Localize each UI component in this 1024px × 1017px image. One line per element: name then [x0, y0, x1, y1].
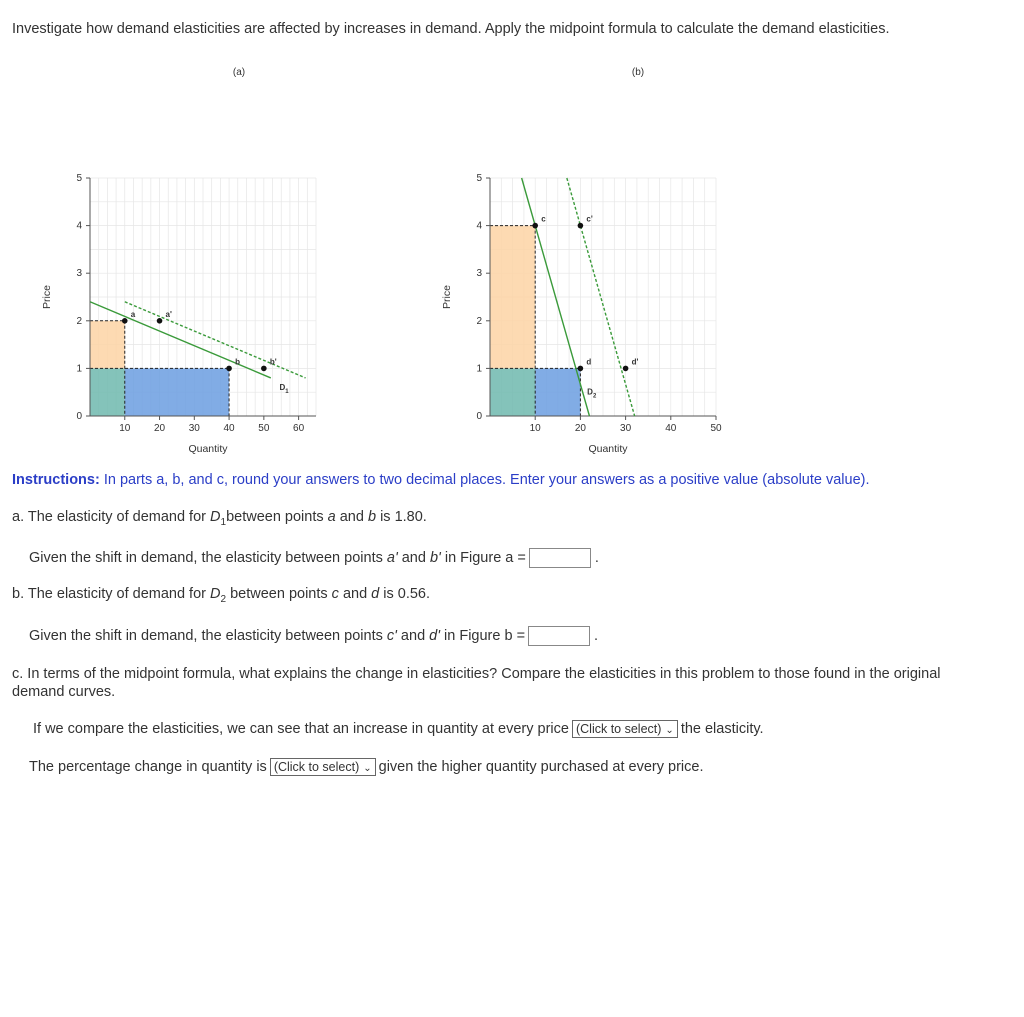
x-tick-label: 20	[574, 423, 586, 434]
y-tick-label: 4	[76, 220, 82, 232]
answer-input-b[interactable]	[528, 626, 590, 646]
y-tick-label: 5	[76, 173, 82, 184]
part-a-gand: and	[397, 549, 430, 566]
x-axis-title: Quantity	[588, 443, 628, 455]
part-c-line2-post: given the higher quantity purchased at every price.	[378, 758, 704, 775]
part-b-p1: c	[331, 586, 339, 602]
y-tick-label: 5	[476, 173, 482, 184]
curve-label-main: D	[587, 387, 593, 397]
point-label: b	[235, 357, 240, 367]
area-orange	[490, 226, 535, 369]
part-a-statement	[12, 509, 427, 528]
x-tick-label: 10	[529, 423, 541, 434]
chevron-down-icon: ⌄	[665, 725, 674, 736]
part-b-given-pre: Given the shift in demand, the elasticity between points	[29, 627, 387, 644]
y-tick-label: 1	[476, 363, 482, 375]
part-b-gp1: c'	[386, 627, 397, 644]
area-blue	[535, 368, 580, 416]
point-label: b'	[269, 357, 277, 367]
curve-label-main: D	[279, 382, 286, 392]
part-a-sub: 1	[220, 516, 227, 528]
x-tick-label: 30	[188, 423, 200, 434]
part-b-given-post: in Figure b =	[440, 627, 526, 644]
point-a	[122, 318, 128, 324]
part-a-p2: b	[367, 509, 377, 525]
x-tick-label: 40	[665, 423, 677, 434]
point-d-prime	[623, 366, 629, 372]
part-a-p1: a	[327, 509, 336, 525]
part-a-given	[29, 548, 599, 568]
y-axis-title: Price	[441, 285, 453, 309]
answer-input-a[interactable]	[529, 548, 591, 568]
part-a-mid: between points	[226, 509, 328, 525]
part-a-given-post: in Figure a =	[440, 549, 526, 566]
part-b-gand: and	[396, 627, 430, 644]
y-tick-label: 0	[76, 411, 82, 422]
part-b-pre: b. The elasticity of demand for	[12, 586, 211, 602]
part-b-p2: d	[371, 586, 380, 602]
x-tick-label: 50	[258, 423, 270, 434]
point-a-prime	[157, 318, 163, 324]
percentage-change-select[interactable]	[270, 758, 376, 776]
x-tick-label: 20	[153, 423, 166, 434]
figure-label: (a)	[232, 67, 246, 78]
x-axis-title: Quantity	[188, 443, 228, 455]
part-a-gp1: a'	[386, 549, 398, 566]
part-b-curve: D	[210, 586, 221, 602]
instructions	[12, 472, 870, 488]
part-b-mid: between points	[226, 586, 332, 602]
part-c-question: c. In terms of the midpoint formula, what explains the change in elasticities? Compare the elasticities in this problem to those found in the original demand curves.	[12, 666, 941, 700]
y-tick-label: 2	[76, 315, 82, 327]
curve-label-d2	[587, 388, 597, 400]
area-orange	[90, 321, 125, 369]
figure-b	[441, 67, 722, 455]
part-b-and: and	[338, 586, 372, 602]
point-label: c'	[586, 214, 593, 224]
x-tick-label: 10	[119, 423, 131, 434]
point-b-prime	[261, 366, 267, 372]
part-a-and: and	[335, 509, 368, 525]
point-label: d	[586, 357, 592, 367]
part-c-line1	[33, 720, 764, 738]
figure-label: (b)	[631, 67, 645, 78]
instructions-bold: Instructions:	[12, 472, 100, 488]
x-tick-label: 60	[293, 423, 305, 434]
y-tick-label: 3	[76, 268, 82, 280]
point-b	[226, 366, 232, 372]
elasticity-select[interactable]	[572, 720, 678, 738]
part-a-given-pre: Given the shift in demand, the elasticity between points	[29, 549, 387, 566]
x-tick-label: 30	[620, 423, 632, 434]
part-a-pre: a. The elasticity of demand for	[12, 509, 211, 525]
elasticity-select-label: (Click to select)	[575, 722, 662, 736]
point-label: c	[541, 214, 546, 224]
chevron-down-icon: ⌄	[363, 763, 372, 774]
part-b-period: .	[594, 627, 599, 644]
y-tick-label: 2	[476, 315, 482, 327]
part-b-sub: 2	[220, 593, 227, 605]
point-label: d'	[631, 357, 639, 367]
area-teal	[90, 368, 125, 416]
part-b-given	[29, 626, 598, 646]
percentage-change-select-label: (Click to select)	[273, 760, 360, 774]
y-axis-title: Price	[41, 285, 53, 309]
y-tick-label: 3	[476, 268, 482, 280]
y-tick-label: 1	[76, 363, 82, 375]
figure-a	[41, 67, 316, 455]
point-label: a	[130, 309, 136, 319]
curve-label-sub: 2	[592, 393, 597, 400]
part-a-curve: D	[210, 509, 221, 525]
part-a-gp2: b'	[429, 549, 441, 566]
part-c-line1-post: the elasticity.	[680, 720, 764, 737]
x-tick-label: 40	[223, 423, 235, 434]
part-a-post: is 1.80.	[376, 509, 427, 525]
point-c	[532, 223, 538, 229]
area-blue	[125, 368, 229, 416]
part-c-line2-pre: The percentage change in quantity is	[29, 758, 267, 775]
part-c-line1-pre: If we compare the elasticities, we can see that an increase in quantity at every price	[33, 720, 569, 737]
point-label: a'	[165, 309, 172, 319]
y-tick-label: 0	[476, 411, 482, 422]
point-c-prime	[578, 223, 584, 229]
part-c-line2	[29, 758, 703, 776]
shifted-demand-line	[125, 302, 306, 378]
part-b-post: is 0.56.	[379, 586, 431, 602]
curve-label-sub: 1	[285, 388, 289, 395]
figures-svg	[0, 60, 1024, 460]
part-a-period: .	[594, 549, 599, 566]
intro-text: Investigate how demand elasticities are affected by increases in demand. Apply the midpoint formula to calculate the demand elasticities.	[12, 21, 890, 37]
part-b-statement	[12, 586, 430, 605]
point-d	[578, 366, 584, 372]
x-tick-label: 50	[710, 423, 722, 434]
area-teal	[490, 368, 535, 416]
y-tick-label: 4	[476, 220, 482, 232]
instructions-text: In parts a, b, and c, round your answers to two decimal places. Enter your answers as a positive value (absolute value).	[99, 472, 870, 488]
part-b-gp2: d'	[429, 627, 440, 644]
